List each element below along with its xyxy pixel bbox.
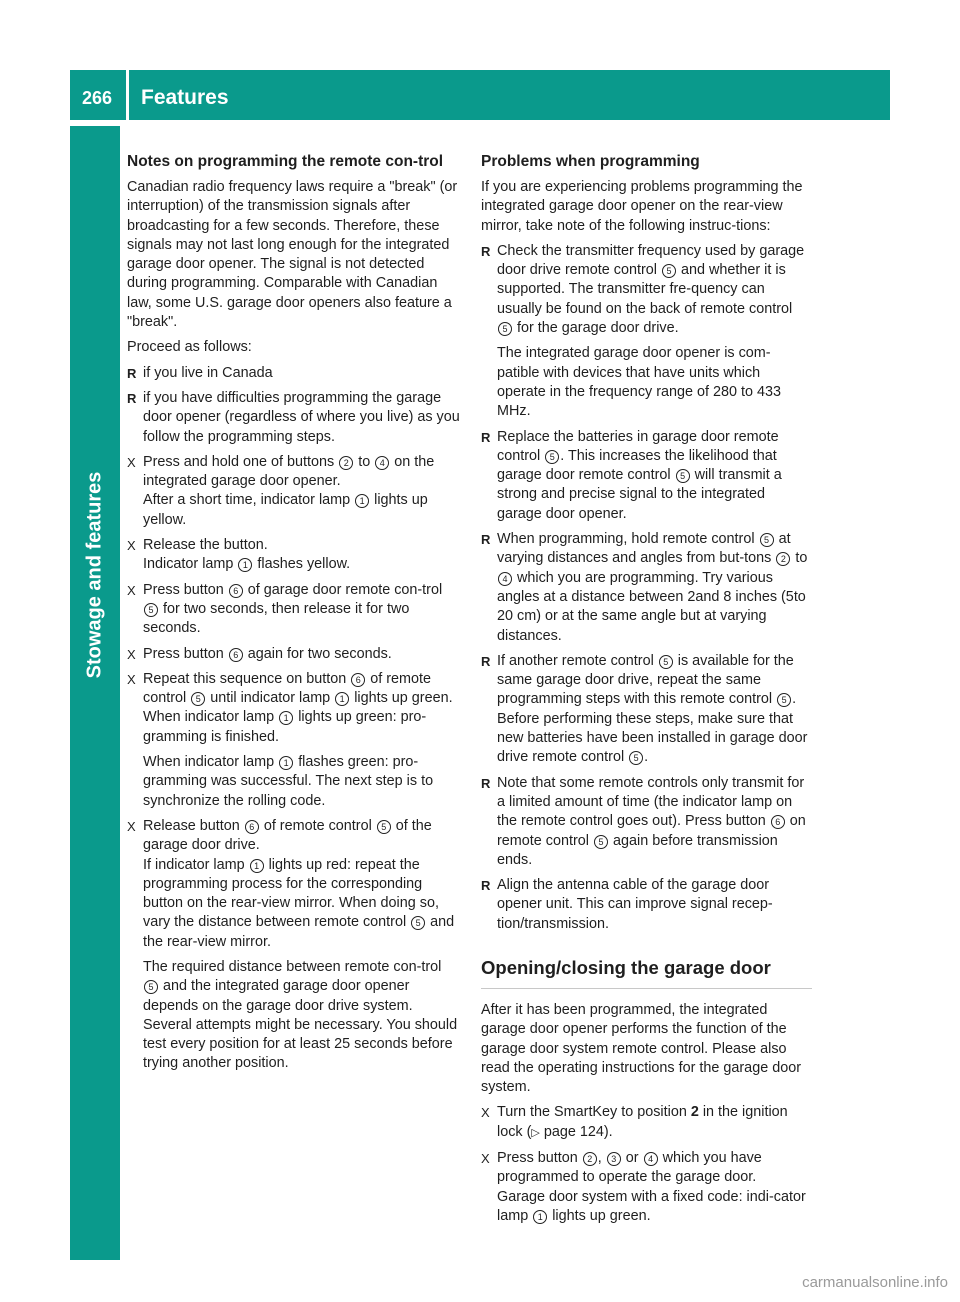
- button-2-icon: 2: [339, 456, 353, 470]
- bullet-marker: R: [481, 243, 491, 259]
- indicator-lamp-1-icon: 1: [533, 1210, 547, 1224]
- problems-intro: If you are experiencing problems programming the integrated garage door opener on the rear-view mirror, take note of the following instruc-tions:: [481, 179, 803, 234]
- remote-control-5-icon: 5: [594, 835, 608, 849]
- remote-control-5-icon: 5: [144, 603, 158, 617]
- list-item: R Note that some remote controls only transmit for a limited amount of time (the indicator lamp on the remote control goes out). Press button 6 on remote control 5 again before transmission ends.: [481, 774, 806, 868]
- step-marker: X: [127, 582, 136, 598]
- step-marker: X: [481, 1105, 490, 1121]
- step-item: X Turn the SmartKey to position 2 in the ignition lock (▷ page 124).: [481, 1104, 788, 1140]
- remote-control-5-icon: 5: [662, 264, 676, 278]
- indicator-lamp-1-icon: 1: [279, 711, 293, 725]
- bullet-marker: R: [481, 775, 491, 791]
- step-marker: X: [127, 454, 136, 470]
- indicator-lamp-1-icon: 1: [250, 859, 264, 873]
- button-4-icon: 4: [644, 1152, 658, 1166]
- button-6-icon: 6: [351, 673, 365, 687]
- step-item: X Press button 6 of garage door remote con-trol 5 for two seconds, then release it for two seconds.: [127, 581, 443, 637]
- sidebar-tab: [70, 126, 120, 1240]
- button-6-icon: 6: [771, 815, 785, 829]
- ignition-position: 2: [690, 1104, 699, 1121]
- indicator-lamp-1-icon: 1: [279, 756, 293, 770]
- right-column: [481, 152, 812, 1232]
- step-marker: X: [481, 1151, 490, 1167]
- indicator-lamp-1-icon: 1: [355, 494, 369, 508]
- remote-control-5-icon: 5: [545, 450, 559, 464]
- step-item: X Repeat this sequence on button 6 of remote control 5 until indicator lamp 1 lights up green. When indicator lamp 1 lights up green: pro-gramming is finished. When indicator lamp 1 flashes green: pro-gramming was successful. The next step is to synchronize the rolling code.: [127, 670, 453, 809]
- sidebar-marker: [70, 1210, 120, 1260]
- proceed-text: Proceed as follows:: [127, 339, 252, 356]
- button-6-icon: 6: [229, 584, 243, 598]
- list-item: R if you live in Canada: [127, 364, 460, 383]
- watermark: carmanualsonline.info: [802, 1274, 948, 1291]
- remote-control-5-icon: 5: [377, 820, 391, 834]
- step-item: X Press and hold one of buttons 2 to 4 on the integrated garage door opener. After a short time, indicator lamp 1 lights up yellow.: [127, 453, 435, 528]
- remote-control-5-icon: 5: [760, 533, 774, 547]
- remote-control-5-icon: 5: [777, 693, 791, 707]
- button-2-icon: 2: [776, 552, 790, 566]
- step-item: X Press button 6 again for two seconds.: [127, 645, 460, 664]
- remote-control-5-icon: 5: [676, 469, 690, 483]
- reference-arrow-icon: ▷: [531, 1126, 540, 1139]
- notes-text: Canadian radio frequency laws require a "break" (or interruption) of the transmission signals after broadcasting for a few seconds. Therefore, these signals may not last long enough for the integrated garage door opener. The signal is not detected during programming. Comparable with Canadian law, some U.S. garage door openers also feature a "break".: [127, 179, 458, 331]
- button-4-icon: 4: [375, 456, 389, 470]
- bullet-marker: R: [127, 365, 137, 381]
- button-6-icon: 6: [229, 648, 243, 662]
- remote-control-5-icon: 5: [629, 751, 643, 765]
- indicator-lamp-1-icon: 1: [238, 558, 252, 572]
- header-separator: [126, 70, 129, 120]
- list-item: R If another remote control 5 is available for the same garage door drive, repeat the same programming steps with this remote control 5 . Before performing these steps, make sure that new batteries have been installed in garage door drive remote control 5 .: [481, 652, 808, 766]
- remote-control-5-icon: 5: [498, 322, 512, 336]
- step-marker: X: [127, 818, 136, 834]
- bullet-marker: R: [481, 878, 491, 894]
- remote-control-5-icon: 5: [191, 692, 205, 706]
- sidebar-section-label: Stowage and features: [83, 471, 106, 679]
- step-item: X Press button 2 , 3 or 4 which you have programmed to operate the garage door. Garage door system with a fixed code: indi-cator lamp 1 lights up green.: [481, 1150, 806, 1224]
- opening-closing-heading: Opening/closing the garage door: [481, 956, 812, 989]
- page-number: 266: [82, 88, 113, 108]
- button-6-icon: 6: [245, 820, 259, 834]
- left-column: [127, 152, 460, 1080]
- remote-control-5-icon: 5: [411, 916, 425, 930]
- list-item: R When programming, hold remote control 5 at varying distances and angles from but-tons 2 to 4 which you are programming. Try various angles at a distance between 2and 8 inches (5to 20 cm) or at the same angle but at varying distances.: [481, 531, 808, 644]
- step-marker: X: [127, 538, 136, 554]
- bullet-marker: R: [481, 429, 491, 445]
- notes-heading: Notes on programming the remote con-trol: [127, 153, 444, 170]
- button-3-icon: 3: [607, 1152, 621, 1166]
- button-2-icon: 2: [583, 1152, 597, 1166]
- page-title: Features: [141, 86, 229, 109]
- indicator-lamp-1-icon: 1: [335, 692, 349, 706]
- list-item: R Align the antenna cable of the garage door opener unit. This can improve signal recep-tion/transmission.: [481, 877, 773, 932]
- bullet-marker: R: [127, 390, 137, 406]
- step-marker: X: [127, 646, 136, 662]
- problems-heading: Problems when programming: [481, 153, 700, 170]
- step-marker: X: [127, 671, 136, 687]
- opening-text: After it has been programmed, the integrated garage door opener performs the function of the garage door system remote control. Please also read the operating instructions for the garage door system.: [481, 1001, 801, 1096]
- bullet-marker: R: [481, 653, 491, 669]
- list-item: R Check the transmitter frequency used by garage door drive remote control 5 and whether it is supported. The transmitter fre-quency can usually be found on the back of remote control 5 for the garage door drive. The integrated garage door opener is com-patible with devices that have units which operate in the frequency range of 280 to 433 MHz.: [481, 242, 805, 420]
- remote-control-5-icon: 5: [659, 655, 673, 669]
- button-4-icon: 4: [498, 572, 512, 586]
- list-item: R if you have difficulties programming the garage door opener (regardless of where you live) as you follow the programming steps.: [127, 389, 460, 445]
- list-item: R Replace the batteries in garage door remote control 5 . This increases the likelihood that garage door remote control 5 will transmit a strong and precise signal to the integrated garage door opener.: [481, 428, 782, 522]
- step-item: X Release button 6 of remote control 5 of the garage door drive. If indicator lamp 1 lights up red: repeat the programming process for the corresponding button on the rear-view mirror. When doing so, vary the distance between remote control 5 and the rear-view mirror. The required distance between remote con-trol 5 and the integrated garage door opener depends on the garage door drive system. Several attempts might be necessary. You should test every position for at least 25 seconds before trying another position.: [127, 817, 458, 1072]
- step-item: X Release the button. Indicator lamp 1 flashes yellow.: [127, 537, 351, 573]
- remote-control-5-icon: 5: [144, 980, 158, 994]
- page-reference-link[interactable]: page 124: [543, 1123, 604, 1140]
- bullet-marker: R: [481, 532, 491, 548]
